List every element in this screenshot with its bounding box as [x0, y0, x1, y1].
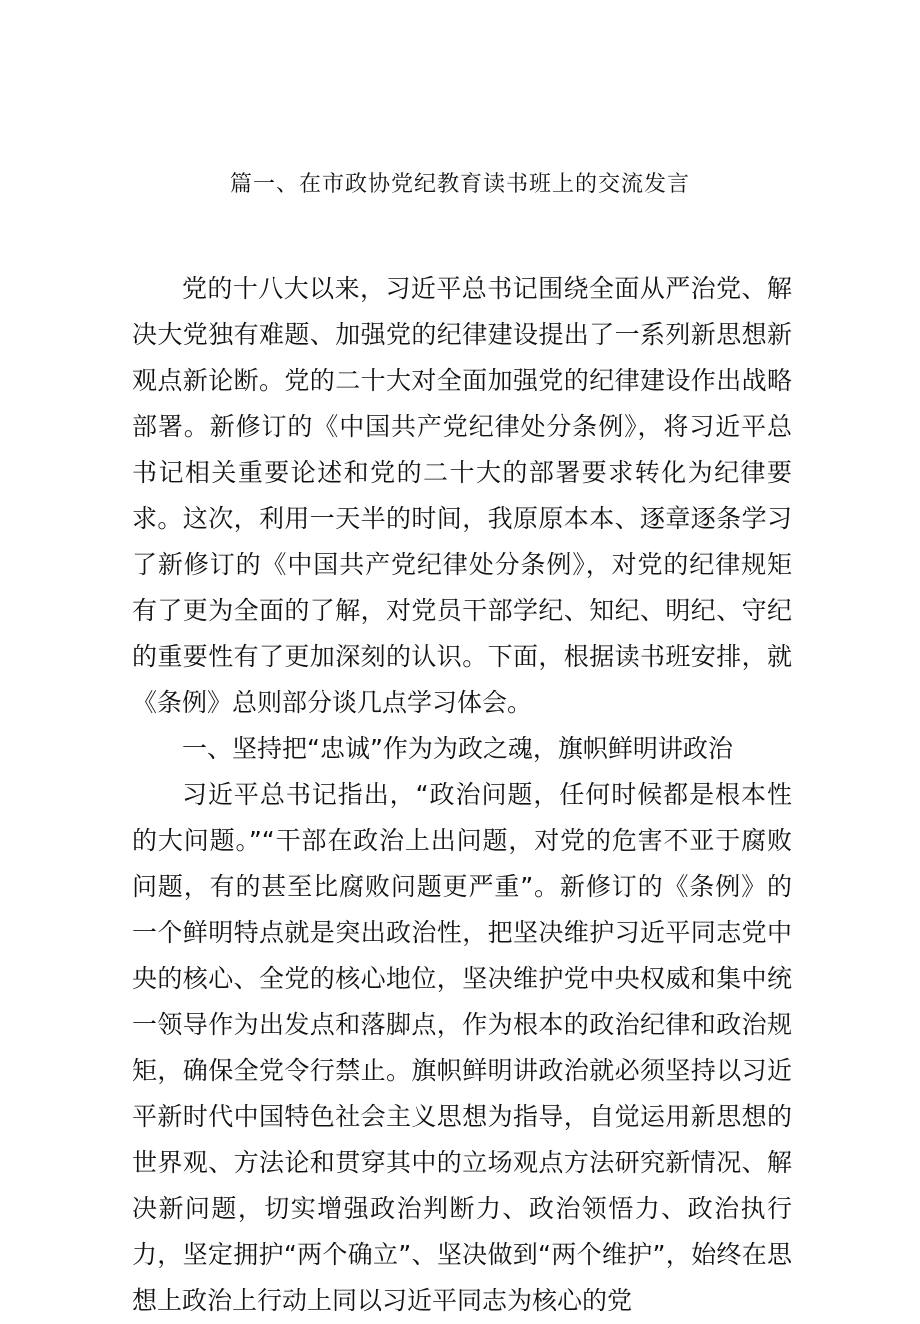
document-title: 篇一、在市政协党纪教育读书班上的交流发言 [229, 172, 690, 197]
section-paragraph: 习近平总书记指出，“政治问题，任何时候都是根本性的大问题。”“干部在政治上出问题，对党的危害不亚于腐败问题，有的甚至比腐败问题更严重”。新修订的《条例》的一个鲜明特点就是突出政治性，把坚决维护习近平同志党中央的核心、全党的核心地位，坚决维护党中央权威和集中统一领导作为出发点和落脚点，作为根本的政治纪律和政治规矩，确保全党令行禁止。旗帜鲜明讲政治就必须坚持以习近平新时代中国特色社会主义思想为指导，自觉运用新思想的世界观、方法论和贯穿其中的立场观点方法研究新情况、解决新问题，切实增强政治判断力、政治领悟力、政治执行力，坚定拥护“两个确立”、坚决做到“两个维护”，始终在思想上政治上行动上同以习近平同志为核心的党 [132, 780, 792, 1315]
section-heading: 一、坚持把“忠诚”作为为政之魂，旗帜鲜明讲政治 [182, 734, 733, 763]
intro-paragraph: 党的十八大以来，习近平总书记围绕全面从严治党、解决大党独有难题、加强党的纪律建设提出了一系列新思想新观点新论断。党的二十大对全面加强党的纪律建设作出战略部署。新修订的《中国共产党纪律处分条例》，将习近平总书记相关重要论述和党的二十大的部署要求转化为纪律要求。这次，利用一天半的时间，我原原本本、逐章逐条学习了新修订的《中国共产党纪律处分条例》，对党的纪律规矩有了更为全面的了解，对党员干部学纪、知纪、明纪、守纪的重要性有了更加深刻的认识。下面，根据读书班安排，就《条例》总则部分谈几点学习体会。 [132, 274, 792, 717]
document-body [132, 266, 792, 1324]
